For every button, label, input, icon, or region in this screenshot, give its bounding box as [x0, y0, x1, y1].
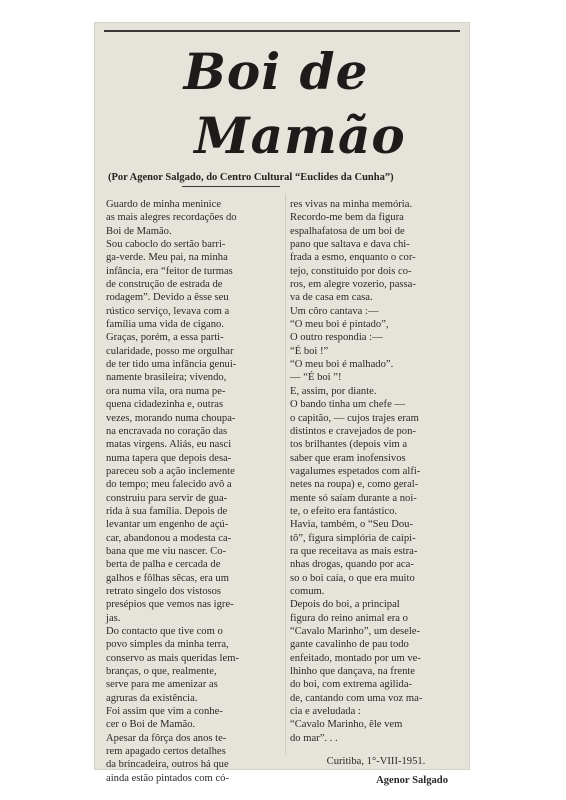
- text-line: lhinho que dançava, na frente: [290, 666, 416, 678]
- text-line: Apesar da fôrça dos anos te-: [106, 732, 227, 744]
- text-line: netes na roupa) e, como geral-: [290, 479, 419, 491]
- text-line: E, assim, por diante.: [290, 385, 377, 397]
- text-line: branças, o que, realmente,: [106, 666, 217, 678]
- text-line: cia e aveludada :: [290, 706, 361, 718]
- text-line: galhos e fôlhas sêcas, era um: [106, 572, 229, 584]
- text-line: Um côro cantava :—: [290, 305, 379, 317]
- byline-rule: [182, 186, 280, 187]
- text-line: car, abandonou a modesta ca-: [106, 532, 232, 544]
- text-line: tejo, constituído por dois co-: [290, 265, 412, 277]
- text-line: Havia, também, o “Seu Dou-: [290, 519, 413, 531]
- text-line: construiu para servir de gua-: [106, 492, 228, 504]
- text-line: nhas drogas, quando por aca-: [290, 559, 414, 571]
- text-line: rem apagado certos detalhes: [106, 746, 226, 758]
- text-line: família uma vida de cigano.: [106, 319, 224, 331]
- column-divider: [285, 194, 286, 754]
- text-line: cularidade, posso me orgulhar: [106, 345, 234, 357]
- text-line: levantar um engenho de açú-: [106, 519, 229, 531]
- text-line: matas virgens. Aliás, eu nasci: [106, 439, 232, 451]
- text-line: da brincadeira, outros há que: [106, 759, 229, 771]
- text-line: Graças, porém, a essa parti-: [106, 332, 224, 344]
- text-line: “É boi !”: [290, 345, 329, 357]
- text-line: Do contacto que tive com o: [106, 626, 223, 637]
- byline: (Por Agenor Salgado, do Centro Cultural “Euclides da Cunha”): [108, 172, 394, 183]
- text-line: “Cavalo Marinho, êle vem: [290, 719, 403, 731]
- newspaper-clipping: [94, 22, 470, 787]
- text-line: Sou caboclo do sertão barri-: [106, 239, 226, 251]
- text-line: res vivas na minha memória.: [290, 199, 413, 210]
- text-line: rida à sua família. Depois de: [106, 505, 228, 517]
- text-line: enfeitado, montado por um ve-: [290, 652, 421, 664]
- text-line: tos brilhantes (depois vim a: [290, 439, 408, 451]
- text-line: figura do reino animal era o: [290, 612, 408, 624]
- text-line: “O meu boi é pintado”,: [290, 319, 389, 331]
- text-line: “Cavalo Marinho”, um desele-: [290, 626, 421, 637]
- text-line: te, o efeito era fantástico.: [290, 505, 398, 517]
- top-rule: [104, 30, 460, 32]
- text-line: do mar”. . .: [290, 732, 338, 744]
- text-line: saber que eram inofensivos: [290, 452, 406, 464]
- text-line: berta de palha e cercada de: [106, 559, 221, 571]
- text-line: quena cidadezinha e, outras: [106, 399, 224, 411]
- text-line: Recordo-me bem da figura: [290, 212, 404, 224]
- text-line: rústico serviço, levava com a: [106, 305, 230, 317]
- headline-line-2: Mamão: [194, 106, 406, 165]
- text-line: ga-verde. Meu pai, na minha: [106, 252, 228, 264]
- headline-line-1: Boi de: [183, 42, 369, 101]
- text-line: vezes, morando numa choupa-: [106, 412, 236, 424]
- text-line: ra que receitava as mais estra-: [290, 545, 418, 557]
- text-line: va de casa em casa.: [290, 292, 373, 304]
- text-line: retrato singelo dos vistosos: [106, 585, 222, 597]
- text-line: as mais alegres recordações do: [106, 212, 237, 224]
- text-line: pano que saltava e dava chi-: [290, 239, 410, 251]
- author-signature: Agenor Salgado: [376, 775, 448, 787]
- text-line: cer o Boi de Mamão.: [106, 719, 196, 731]
- text-line: de, cantando com uma voz ma-: [290, 692, 423, 704]
- text-line: Foi assim que vim a conhe-: [106, 706, 223, 718]
- text-line: so o boi caía, o que era muito: [290, 572, 415, 584]
- text-line: pareceu sob a ação inclemente: [106, 465, 235, 477]
- text-line: jas.: [106, 612, 121, 624]
- text-line: espalhafatosa de um boi de: [290, 225, 405, 237]
- text-line: do tempo; meu falecido avô a: [106, 479, 232, 491]
- text-line: infância, era “feitor de turmas: [106, 265, 233, 277]
- text-line: de ter tido uma infância genui-: [106, 359, 237, 371]
- text-line: comum.: [290, 585, 325, 597]
- article-column-1: [106, 198, 282, 785]
- text-line: vagalumes espetados com alfi-: [290, 465, 421, 477]
- dateline: Curitiba, 1°-VIII-1951.: [326, 756, 426, 768]
- text-line: do boi, com extrema agilida-: [290, 679, 413, 691]
- text-line: o capitão, — cujos trajes eram: [290, 412, 419, 424]
- text-line: agruras da existência.: [106, 692, 198, 704]
- text-line: ora numa vila, ora numa pe-: [106, 385, 226, 397]
- text-line: de construção de estrada de: [106, 279, 223, 291]
- text-line: — “É boi ”!: [290, 372, 342, 384]
- text-line: frada a esmo, enquanto o cor-: [290, 252, 416, 264]
- article-column-2: [290, 198, 462, 788]
- text-line: O outro respondia :—: [290, 332, 383, 344]
- text-line: Boi de Mamão.: [106, 225, 172, 237]
- text-line: gante cavalinho de pau todo: [290, 639, 409, 651]
- text-line: namente brasileira; vivendo,: [106, 372, 227, 384]
- text-line: mente só saíam durante a noi-: [290, 492, 417, 504]
- text-line: tô”, figura simplória de caipi-: [290, 532, 416, 544]
- text-line: na encravada no coração das: [106, 425, 228, 437]
- text-line: distintos e cravejados de pon-: [290, 425, 416, 437]
- text-line: numa tapera que depois desa-: [106, 452, 232, 464]
- text-line: “O meu boi é malhado”.: [290, 359, 394, 371]
- text-line: Guardo de minha meninice: [106, 199, 222, 210]
- text-line: ros, em alegre vozerio, passa-: [290, 279, 416, 291]
- text-line: ainda estão pintados com có-: [106, 772, 229, 784]
- text-line: bana que me viu nascer. Co-: [106, 545, 227, 557]
- text-line: O bando tinha um chefe —: [290, 399, 406, 411]
- text-line: serve para me amenizar as: [106, 679, 218, 691]
- text-line: rodagem”. Devido a êsse seu: [106, 292, 229, 304]
- text-line: conservo as mais queridas lem-: [106, 652, 239, 664]
- text-line: povo simples da minha terra,: [106, 639, 229, 651]
- text-line: presépios que vemos nas igre-: [106, 599, 234, 611]
- text-line: Depois do boi, a principal: [290, 599, 400, 611]
